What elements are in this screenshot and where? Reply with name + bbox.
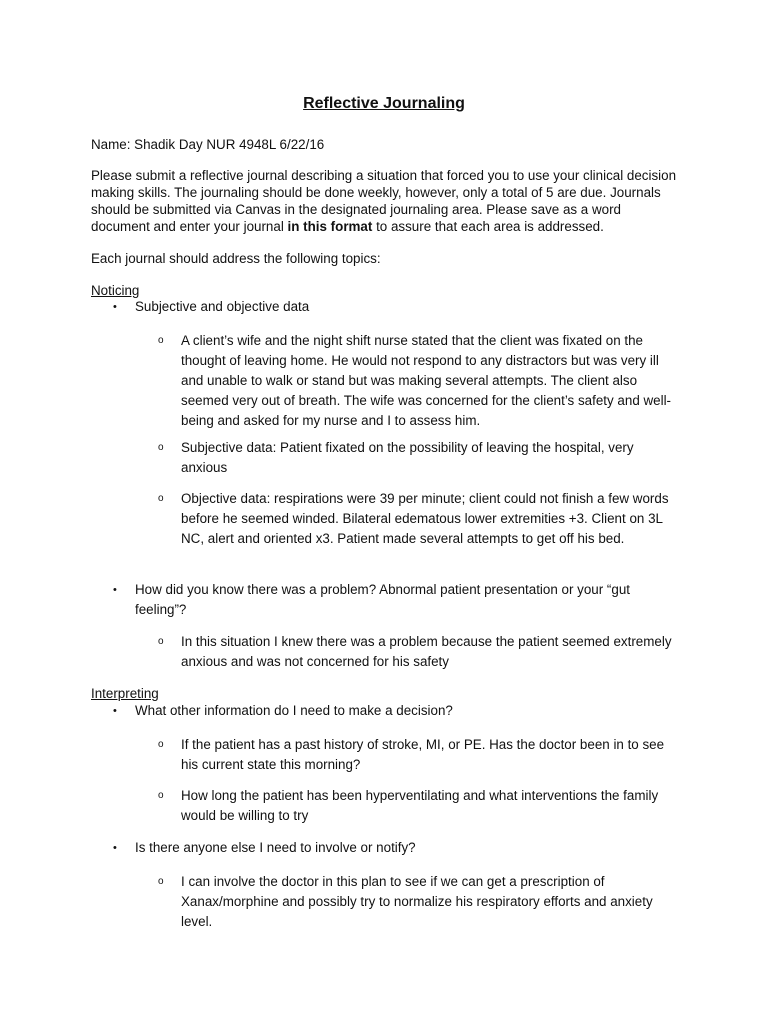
sub-bullet-icon: o bbox=[158, 739, 164, 750]
sub-bullet-text: Objective data: respirations were 39 per minute; client could not finish a few words before he seemed winded. Bilateral edematous lower extremities +3. Client on 3L NC, alert and oriented x3. Patient made several attempts to get off his bed. bbox=[181, 491, 669, 546]
bullet-text: Subjective and objective data bbox=[135, 299, 310, 314]
sub-bullet-text: Subjective data: Patient fixated on the possibility of leaving the hospital, very anxious bbox=[181, 440, 634, 475]
bullet-text: Is there anyone else I need to involve or notify? bbox=[135, 840, 416, 855]
sub-bullet-icon: o bbox=[158, 493, 164, 504]
name-line: Name: Shadik Day NUR 4948L 6/22/16 bbox=[91, 137, 325, 152]
sub-bullet-icon: o bbox=[158, 442, 164, 453]
sub-bullet-icon: o bbox=[158, 790, 164, 801]
sub-bullet-text: In this situation I knew there was a problem because the patient seemed extremely anxious and was not concerned for his safety bbox=[181, 634, 672, 669]
bullet-icon: • bbox=[113, 584, 117, 596]
bullet-icon: • bbox=[113, 301, 117, 313]
intro-text-start: Please submit a reflective journal describing a situation that forced you to use your clinical decision making skills. The journaling should be done weekly, however, only a total of 5 are due. Journals should be submitted via Canvas in the designated journaling area. Please save as a word document and enter your journal bbox=[91, 168, 677, 234]
topics-line: Each journal should address the following topics: bbox=[91, 251, 381, 266]
intro-bold-text: in this format bbox=[287, 219, 373, 234]
sub-bullet-text: If the patient has a past history of stroke, MI, or PE. Has the doctor been in to see his current state this morning? bbox=[181, 737, 665, 772]
intro-paragraph bbox=[91, 167, 681, 235]
bullet-text: What other information do I need to make a decision? bbox=[135, 703, 453, 718]
sub-bullet-icon: o bbox=[158, 636, 164, 647]
sub-bullet-text: How long the patient has been hyperventilating and what interventions the family would be willing to try bbox=[181, 788, 659, 823]
sub-bullet-icon: o bbox=[158, 876, 164, 887]
bullet-text: How did you know there was a problem? Abnormal patient presentation or your “gut feeling”? bbox=[135, 582, 630, 617]
sub-bullet-icon: o bbox=[158, 335, 164, 346]
bullet-icon: • bbox=[113, 705, 117, 717]
sub-bullet-text: I can involve the doctor in this plan to see if we can get a prescription of Xanax/morphine and possibly try to normalize his respiratory efforts and anxiety level. bbox=[181, 874, 653, 929]
sub-bullet-text: A client’s wife and the night shift nurse stated that the client was fixated on the thought of leaving home. He would not respond to any distractors but was very ill and unable to walk or stand but was making several attempts. The client also seemed very out of breath. The wife was concerned for the client’s safety and well-being and asked for my nurse and I to assess him. bbox=[181, 333, 672, 428]
bullet-icon: • bbox=[113, 842, 117, 854]
section-heading-noticing: Noticing bbox=[91, 283, 140, 298]
section-heading-interpreting: Interpreting bbox=[91, 686, 159, 701]
document-title: Reflective Journaling bbox=[303, 95, 465, 112]
intro-text-end: to assure that each area is addressed. bbox=[372, 219, 604, 234]
